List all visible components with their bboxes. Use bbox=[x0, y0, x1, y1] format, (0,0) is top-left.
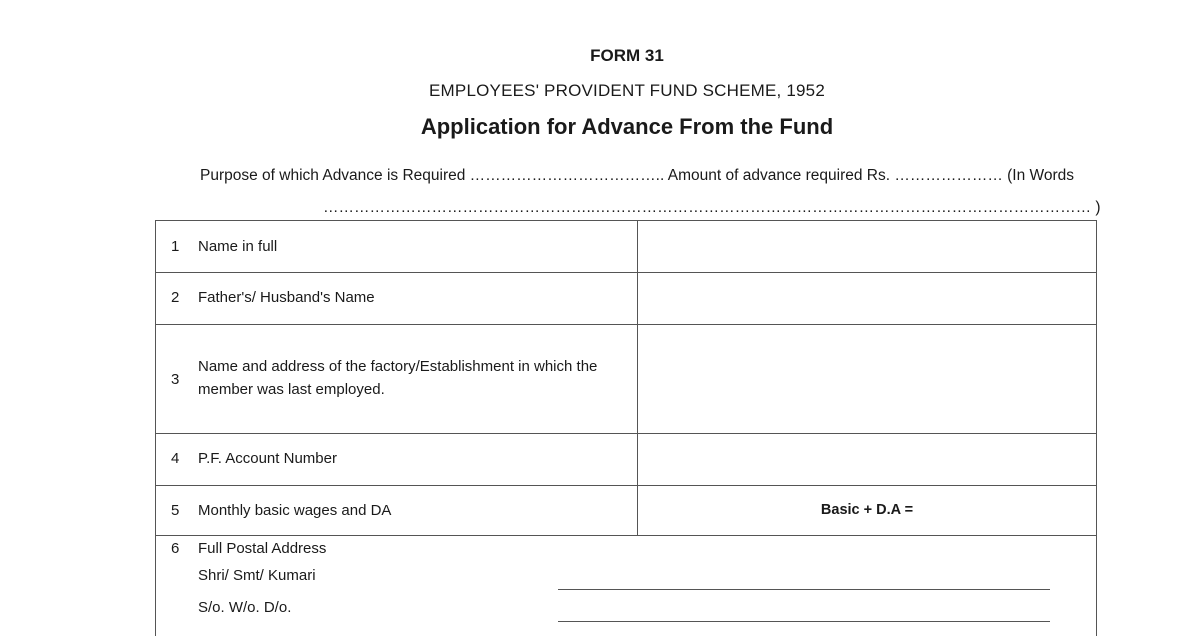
purpose-amount-line: Purpose of which Advance is Required ……………………………….. Amount of advance required Rs. ………………… (In Words bbox=[200, 167, 1075, 184]
relation-label: S/o. W/o. D/o. bbox=[198, 599, 292, 616]
relation-blank-field[interactable] bbox=[558, 621, 1050, 622]
row-number: 4 bbox=[171, 450, 180, 467]
row-number: 1 bbox=[171, 238, 180, 255]
row-divider bbox=[156, 324, 1096, 325]
column-divider bbox=[637, 221, 638, 535]
row-number: 2 bbox=[171, 289, 180, 306]
row-number: 5 bbox=[171, 502, 180, 519]
establishment-label: Name and address of the factory/Establishment in which the member was last employed. bbox=[198, 358, 598, 398]
row-divider bbox=[156, 485, 1096, 486]
name-blank-field[interactable] bbox=[558, 589, 1050, 590]
postal-address-section bbox=[155, 536, 1097, 636]
name-in-full-label: Name in full bbox=[198, 238, 278, 255]
postal-address-label: Full Postal Address bbox=[198, 540, 327, 557]
pf-account-number-label: P.F. Account Number bbox=[198, 450, 337, 467]
application-title: Application for Advance From the Fund bbox=[420, 114, 834, 139]
row-number: 3 bbox=[171, 371, 180, 388]
basic-da-field[interactable]: Basic + D.A = bbox=[820, 502, 914, 518]
row-divider bbox=[156, 433, 1096, 434]
scheme-title: EMPLOYEES' PROVIDENT FUND SCHEME, 1952 bbox=[429, 81, 825, 100]
amount-in-words-line: ……………………………………………..…………………………………………………………………………………… ) bbox=[323, 199, 1101, 216]
application-table bbox=[155, 220, 1097, 536]
form-number: FORM 31 bbox=[590, 46, 664, 65]
row-divider bbox=[156, 272, 1096, 273]
monthly-wages-label: Monthly basic wages and DA bbox=[198, 502, 392, 519]
shri-smt-kumari-label: Shri/ Smt/ Kumari bbox=[198, 567, 316, 584]
father-husband-name-label: Father's/ Husband's Name bbox=[198, 289, 375, 306]
row-number: 6 bbox=[171, 540, 180, 557]
